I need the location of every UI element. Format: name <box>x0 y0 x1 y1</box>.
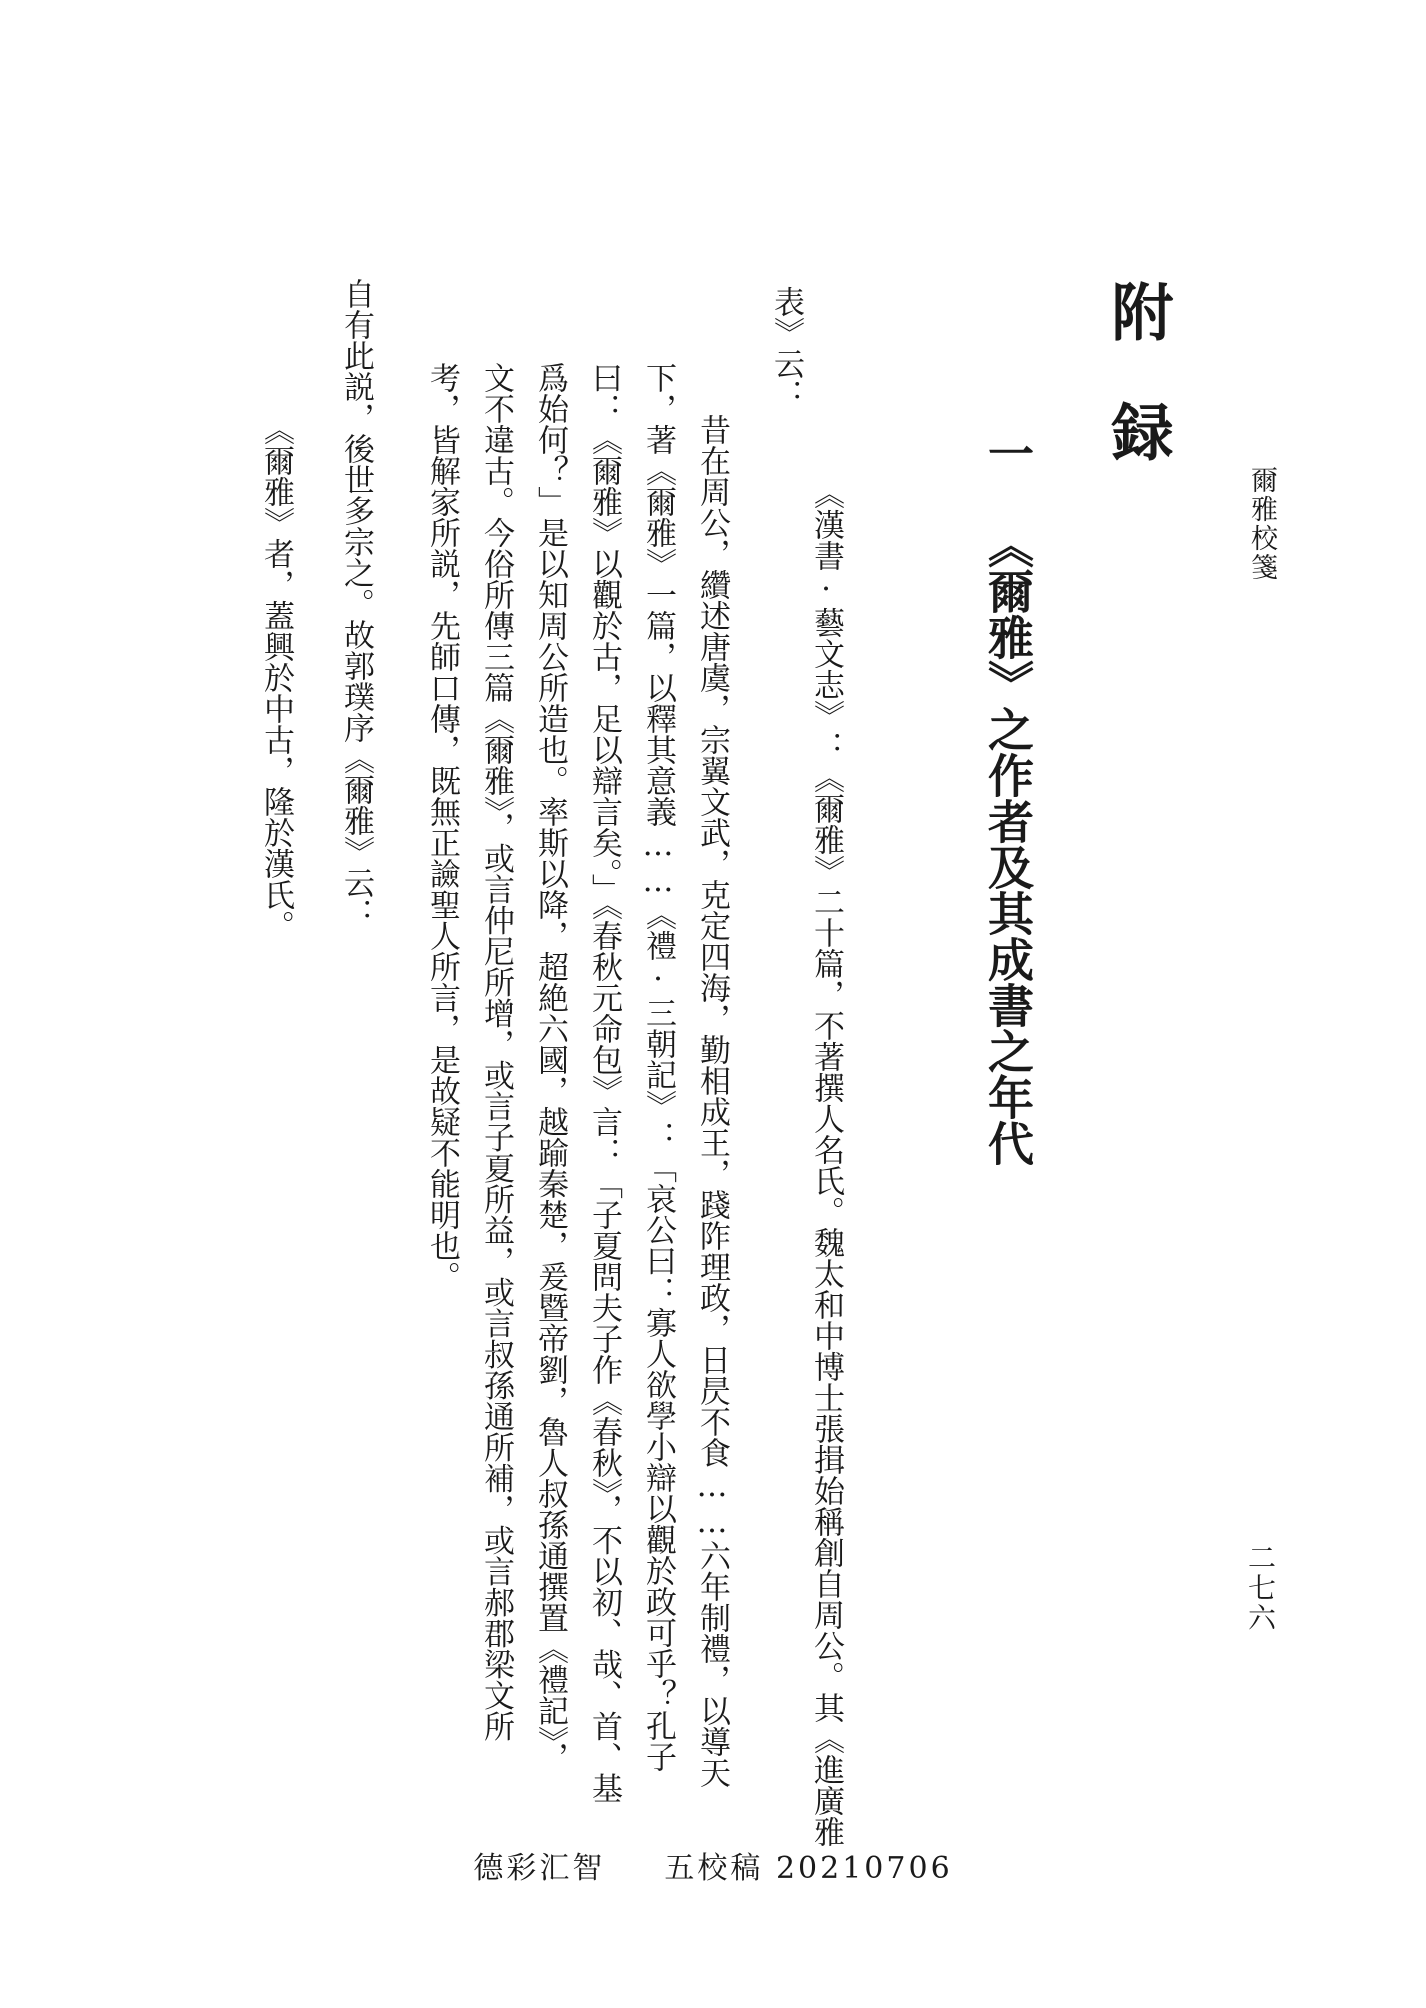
transition-text: 自有此説，後世多宗之。故郭璞序《爾雅》云： <box>338 278 374 929</box>
quote-1-line-4: 爲始何？」是以知周公所造也。率斯以降，超絶六國，越踰秦楚，爰暨帝劉，魯人叔孫通撰置《禮記》， <box>532 362 568 1773</box>
page-number: 二七六 <box>1244 1543 1277 1633</box>
section-heading <box>975 430 1041 1166</box>
intro-line-2: 表》云： <box>768 286 804 410</box>
quote-1-line-6: 考，皆解家所説，先師口傳，既無正譣聖人所言，是故疑不能明也。 <box>424 362 460 1292</box>
footer <box>0 1843 1426 1887</box>
section-title: 《爾雅》之作者及其成書之年代 <box>981 522 1035 1166</box>
chapter-title: 附録 <box>1101 280 1174 520</box>
intro-line-1: 《漢書·藝文志》：《爾雅》二十篇，不著撰人名氏。魏太和中博士張揖始稱創自周公。其《進廣雅 <box>808 478 844 1847</box>
running-title: 爾雅校箋 <box>1246 466 1277 582</box>
footer-proof-stamp: 五校稿 20210706 <box>664 1851 953 1886</box>
quote-2-text: 《爾雅》者，蓋興於中古，隆於漢氏。 <box>258 414 294 941</box>
section-number: 一 <box>981 430 1035 476</box>
quote-1-line-3: 曰：《爾雅》以觀於古，足以辯言矣。」《春秋元命包》言：「子夏問夫子作《春秋》，不以初、哉、首、基 <box>586 362 622 1804</box>
quote-1-line-2: 下，著《爾雅》一篇，以釋其意義……《禮·三朝記》：「哀公曰：寡人欲學小辯以觀於政可乎？孔子 <box>640 362 676 1772</box>
quote-1-line-5: 文不違古。今俗所傳三篇《爾雅》，或言仲尼所增，或言子夏所益，或言叔孫通所補，或言郝郡梁文所 <box>478 362 514 1742</box>
footer-publisher: 德彩汇智 <box>473 1851 606 1886</box>
quote-1-line-1: 昔在周公，纘述唐虞，宗翼文武，克定四海，勤相成王，踐阼理政，日昃不食……六年制禮，以導天 <box>694 414 730 1788</box>
